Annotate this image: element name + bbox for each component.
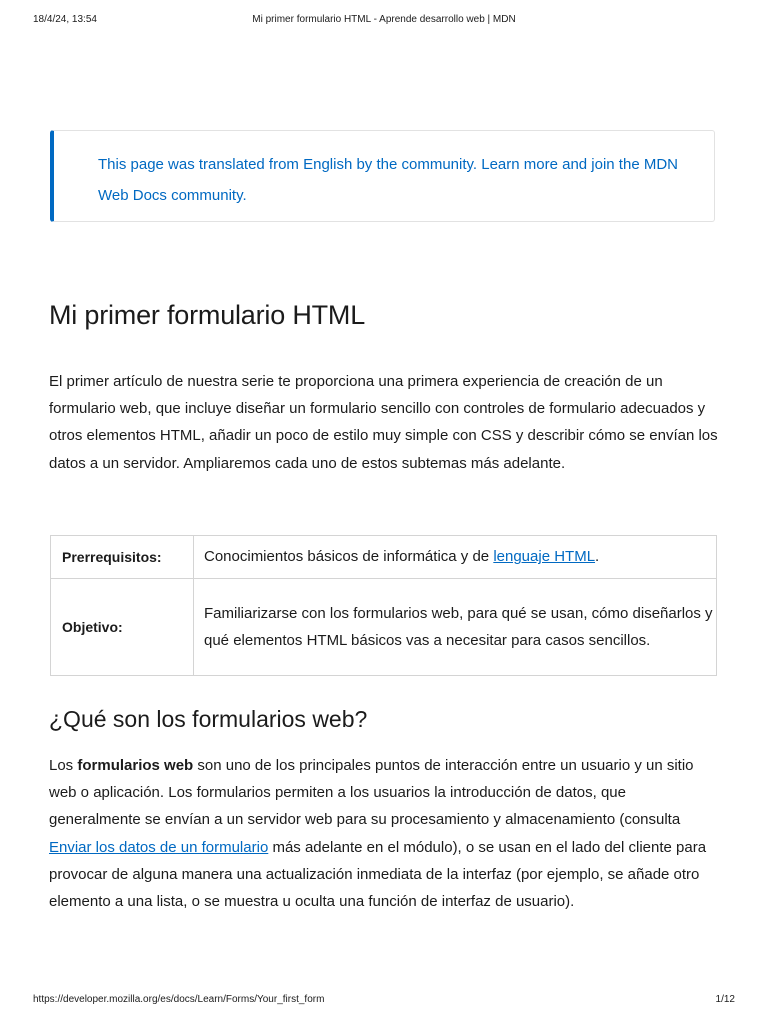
prerequisites-label: Prerrequisitos:: [51, 536, 194, 579]
html-language-link[interactable]: lenguaje HTML: [493, 548, 596, 566]
objective-label: Objetivo:: [51, 579, 194, 676]
section-paragraph: [49, 752, 721, 915]
section-text-2: son uno de los principales puntos de interacción entre un usuario y un sitio web o aplicación. Los formularios permiten a los usuarios la introducción de datos, que generalmente se envían a un servidor web para su procesamiento y almacenamiento (consulta: [49, 757, 694, 829]
table-row: [51, 536, 717, 579]
prerequisites-value: [194, 536, 717, 579]
prerequisites-period: .: [595, 548, 600, 566]
section-bold-term: formularios web: [77, 757, 194, 774]
print-datetime: 18/4/24, 13:54: [33, 14, 97, 25]
prerequisites-table: [50, 535, 717, 676]
section-text-1: Los: [49, 757, 78, 774]
translation-notice-link[interactable]: This page was translated from English by the community. Learn more and join the MDN Web Docs community.: [98, 156, 678, 204]
intro-paragraph: El primer artículo de nuestra serie te proporciona una primera experiencia de creación de un formulario web, que incluye diseñar un formulario sencillo con controles de formulario adecuados y otros elementos HTML, añadir un poco de estilo muy simple con CSS y describir cómo se envían los datos a un servidor. Ampliaremos cada uno de estos subtemas más adelante.: [49, 373, 718, 472]
prerequisites-text: Conocimientos básicos de informática y de: [204, 548, 494, 566]
translation-notice: [50, 130, 715, 222]
send-form-data-link[interactable]: Enviar los datos de un formulario: [49, 838, 269, 856]
page-title: Mi primer formulario HTML: [49, 300, 366, 330]
section-text-3: más adelante en el módulo), o se usan en el lado del cliente para provocar de alguna manera una actualización inmediata de la interfaz (por ejemplo, se añade otro elemento a una lista, o se muestra u oculta una función de interfaz de usuario).: [49, 838, 707, 911]
print-url: https://developer.mozilla.org/es/docs/Learn/Forms/Your_first_form: [33, 994, 325, 1005]
section-heading: ¿Qué son los formularios web?: [49, 706, 368, 732]
page-number: 1/12: [715, 994, 735, 1005]
table-row: [51, 579, 717, 676]
print-header: [0, 14, 768, 30]
print-page-title: Mi primer formulario HTML - Aprende desarrollo web | MDN: [252, 14, 516, 25]
print-footer: [0, 994, 768, 1008]
objective-value: Familiarizarse con los formularios web, para qué se usan, cómo diseñarlos y qué elementos HTML básicos vas a necesitar para casos sencillos.: [194, 579, 717, 676]
